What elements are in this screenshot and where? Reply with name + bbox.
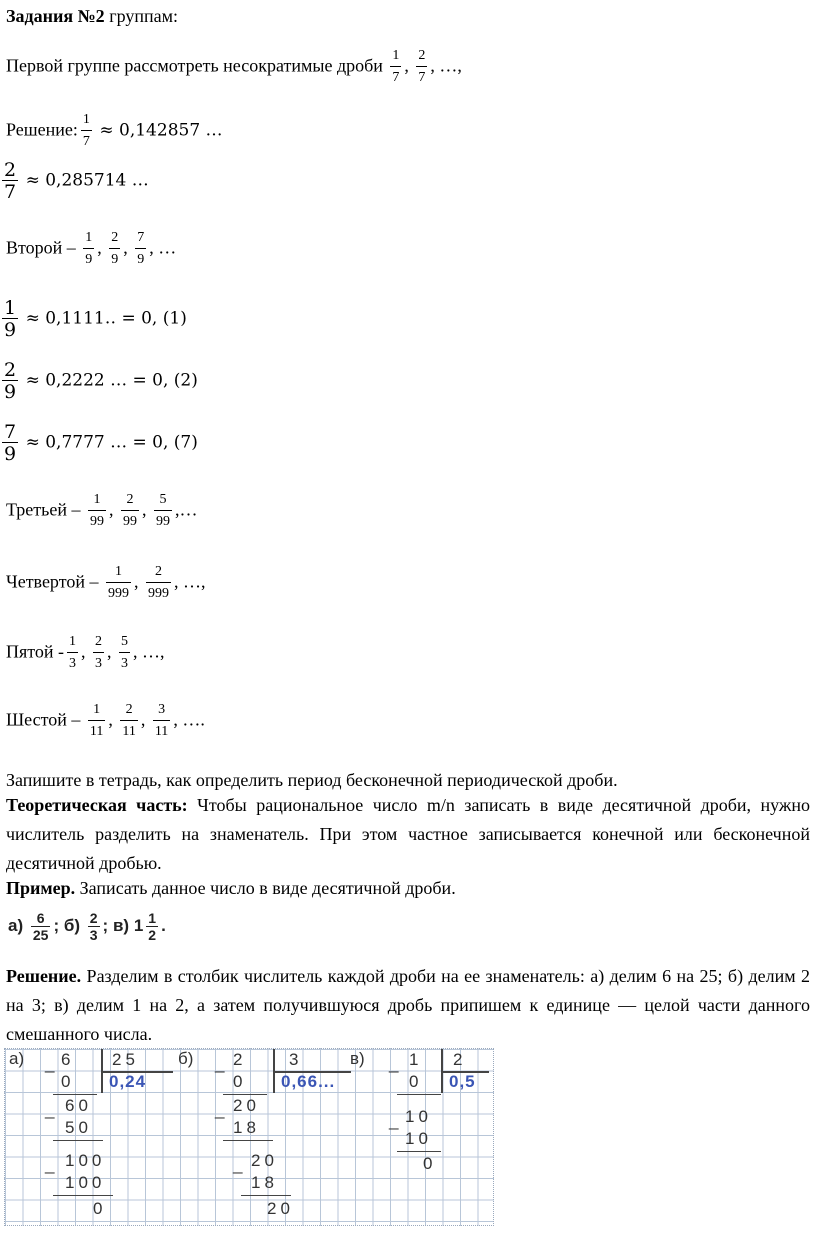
fraction: $\frac{1}{7}$: [81, 110, 92, 153]
division-b-underline: [223, 1140, 273, 1141]
group4-tail: , …,: [173, 571, 206, 592]
solution1-line: [6, 110, 223, 153]
fraction: $\frac{1}{3}$: [67, 632, 78, 675]
group2-value-c: [6, 422, 198, 465]
division-b-quotient-digit: 0: [233, 1072, 247, 1091]
group5-line: Пятой - $\frac{1}{3}$ , $\frac{2}{3}$ , $\frac{5}{3}$ , …,: [6, 632, 165, 675]
division-c-row2: 10: [405, 1129, 432, 1148]
fraction: $\frac{7}{9}$: [4, 421, 17, 465]
separator: ;: [53, 915, 60, 935]
solution-paragraph: [6, 962, 810, 1049]
division-a-underline: [53, 1195, 113, 1196]
division-b-row4: 18: [251, 1173, 278, 1192]
header-title-rest: группам:: [104, 6, 178, 26]
header-line: [6, 6, 178, 27]
division-c-underline: [397, 1151, 441, 1152]
group6-tail: , ….: [173, 709, 205, 730]
example-items: [8, 910, 166, 943]
fraction: $\frac{2}{9}$: [4, 359, 17, 403]
minus-sign: _: [389, 1111, 403, 1130]
group3-label: Третьей –: [6, 499, 81, 520]
minus-sign: _: [45, 1054, 59, 1073]
division-c-result: 0,5: [449, 1072, 476, 1091]
division-a-result: 0,24: [109, 1072, 147, 1091]
value-text: ≈ 0,1111‥ = 0, (1): [25, 308, 187, 329]
division-c-divisor: 2: [453, 1050, 467, 1069]
division-a-row3: 100: [65, 1151, 106, 1170]
division-c-dividend: 1: [409, 1050, 423, 1069]
division-b-underline: [223, 1094, 267, 1095]
division-a-label: а): [9, 1049, 25, 1068]
solution-label: Решение.: [6, 966, 82, 986]
division-a-divisor: 25: [112, 1050, 139, 1069]
fraction: $\frac{2}{3}$: [93, 632, 104, 675]
group2-line: Второй – $\frac{1}{9}$ , $\frac{2}{9}$ , $\frac{7}{9}$ , …: [6, 228, 176, 271]
fraction: $\frac{1}{999}$: [106, 562, 131, 605]
fraction: $\frac{1}{2}$: [148, 910, 157, 943]
group2-tail: , …: [149, 237, 177, 258]
division-a-underline: [53, 1094, 97, 1095]
fraction: $\frac{2}{7}$: [4, 159, 17, 203]
division-b-label: б): [178, 1049, 194, 1068]
group3-line: Третьей – $\frac{1}{99}$ , $\frac{2}{99}$ , $\frac{5}{99}$ ,…: [6, 490, 198, 533]
fraction: $\frac{2}{9}$: [109, 228, 120, 271]
division-b-divisor: 3: [289, 1050, 303, 1069]
item-label: б): [63, 915, 81, 935]
division-a-underline: [53, 1140, 103, 1141]
fraction: $\frac{3}{11}$: [153, 700, 170, 743]
minus-sign: _: [215, 1100, 229, 1119]
group4-label: Четвертой –: [6, 571, 99, 592]
division-b-dividend: 2: [233, 1050, 247, 1069]
minus-sign: _: [389, 1054, 403, 1073]
whole-part: 1: [133, 915, 144, 935]
group6-line: Шестой – $\frac{1}{11}$ , $\frac{2}{11}$ , $\frac{3}{11}$ , ….: [6, 700, 205, 743]
group2-value-b: [6, 360, 198, 403]
example-paragraph: [6, 874, 810, 903]
long-division-grid: [4, 1048, 494, 1226]
item-label: а): [8, 915, 24, 935]
division-b-row1: 20: [233, 1096, 260, 1115]
minus-sign: _: [45, 1100, 59, 1119]
solution1-value: ≈ 0,142857 …: [99, 120, 223, 141]
group3-tail: ,…: [175, 499, 198, 520]
division-b-row5: 20: [267, 1199, 294, 1218]
division-c-row3: 0: [423, 1154, 437, 1173]
division-c-underline: [397, 1094, 441, 1095]
fraction: $\frac{2}{11}$: [120, 700, 137, 743]
solution2-line: [6, 160, 149, 203]
division-a-row2: 50: [65, 1118, 92, 1137]
division-b-underline: [241, 1195, 291, 1196]
theory-text: Чтобы рациональное число m/n записать в виде десятичной дроби, нужно числитель разделить на знаменатель. При этом частное записывается конечной или бесконечной десятичной дробью.: [6, 795, 810, 873]
fraction: $\frac{1}{9}$: [83, 228, 94, 271]
group6-label: Шестой –: [6, 709, 81, 730]
fraction: $\frac{2}{999}$: [146, 562, 171, 605]
minus-sign: _: [215, 1054, 229, 1073]
example-label: Пример.: [6, 878, 76, 898]
task-text: Запишите в тетрадь, как определить период бесконечной периодической дроби.: [6, 770, 618, 790]
group2-label: Второй –: [6, 237, 76, 258]
fraction: $\frac{2}{7}$: [416, 46, 427, 89]
minus-sign: _: [45, 1155, 59, 1174]
division-a-row4: 100: [65, 1173, 106, 1192]
value-text: ≈ 0,2222 … = 0, (2): [25, 370, 198, 391]
fraction: $\frac{6}{25}$: [32, 910, 49, 943]
fraction: $\frac{1}{11}$: [88, 700, 105, 743]
fraction: $\frac{2}{3}$: [89, 910, 98, 943]
solution1-label: Решение:: [6, 119, 78, 140]
theory-paragraph: [6, 791, 810, 878]
division-b-row2: 18: [233, 1118, 260, 1137]
group1-label: Первой группе рассмотреть несократимые дроби: [6, 55, 383, 76]
group5-label: Пятой -: [6, 641, 65, 662]
division-a-dividend: 6: [61, 1050, 75, 1069]
item-label: в): [112, 915, 130, 935]
fraction: $\frac{2}{99}$: [121, 490, 139, 533]
group5-tail: , …,: [133, 641, 165, 662]
division-c-quotient-digit: 0: [409, 1072, 423, 1091]
example-text: Записать данное число в виде десятичной дроби.: [75, 878, 456, 898]
theory-label: Теоретическая часть:: [6, 795, 188, 815]
division-a-row1: 60: [65, 1096, 92, 1115]
group1-tail: , …,: [430, 55, 462, 76]
division-a-row5: 0: [93, 1199, 107, 1218]
group4-line: Четвертой – $\frac{1}{999}$ , $\frac{2}{999}$ , …,: [6, 562, 205, 605]
fraction: $\frac{5}{99}$: [154, 490, 172, 533]
division-c-row1: 10: [405, 1107, 432, 1126]
minus-sign: _: [233, 1155, 247, 1174]
division-a-quotient-digit: 0: [61, 1072, 75, 1091]
fraction: $\frac{7}{9}$: [135, 228, 146, 271]
division-b-row3: 20: [251, 1151, 278, 1170]
group1-line: Первой группе рассмотреть несократимые дроби $\frac{1}{7}$ , $\frac{2}{7}$ , …,: [6, 46, 462, 89]
fraction: $\frac{5}{3}$: [119, 632, 130, 675]
separator: ;: [102, 915, 109, 935]
header-title-bold: Задания №2: [6, 6, 105, 26]
fraction: $\frac{1}{99}$: [88, 490, 106, 533]
separator: .: [161, 915, 166, 935]
solution-text: Разделим в столбик числитель каждой дроби на ее знаменатель: а) делим 6 на 25; б) делим 2 на 3; в) делим 1 на 2, а затем получившуюся дробь припишем к единице — целой части данного смешанного числа.: [6, 966, 810, 1044]
division-b-result: 0,66...: [281, 1072, 336, 1091]
solution2-value: ≈ 0,285714 …: [25, 170, 149, 191]
fraction: $\frac{1}{7}$: [390, 46, 401, 89]
fraction: $\frac{1}{9}$: [4, 297, 17, 341]
division-c-label: в): [350, 1049, 365, 1068]
value-text: ≈ 0,7777 … = 0, (7): [25, 432, 198, 453]
group2-value-a: [6, 298, 187, 341]
